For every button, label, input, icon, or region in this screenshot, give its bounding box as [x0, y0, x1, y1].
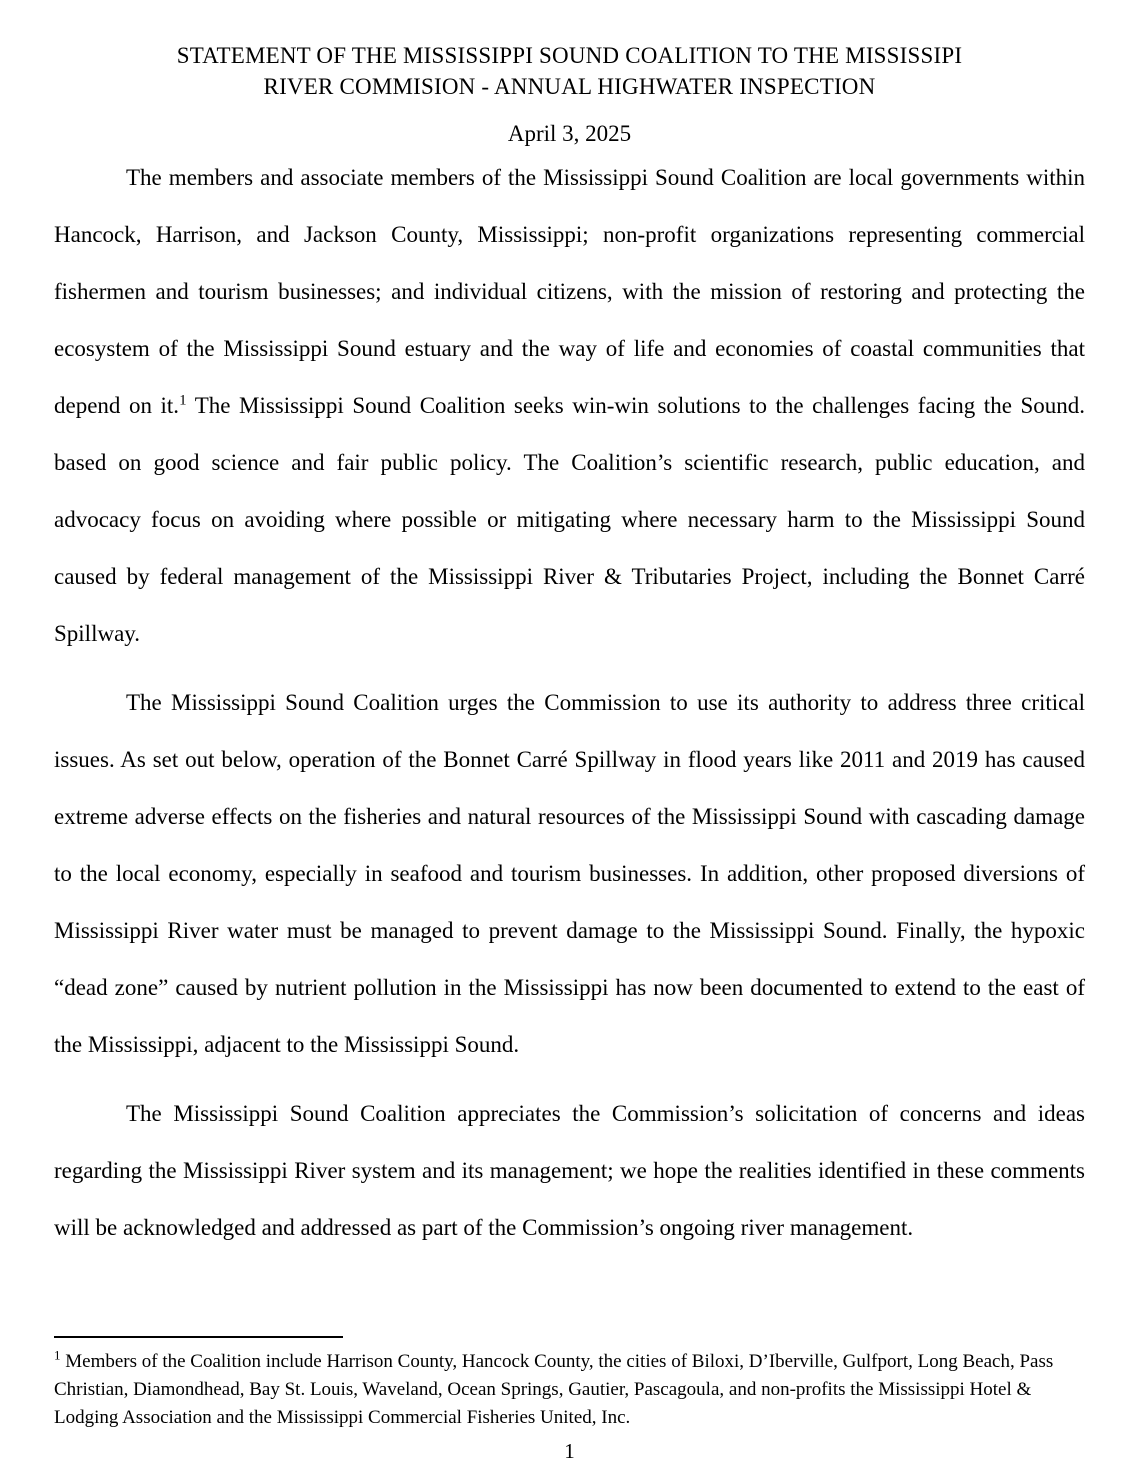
footnote-text — [54, 1348, 1085, 1432]
title-line-2: RIVER COMMISION - ANNUAL HIGHWATER INSPECTION — [263, 74, 876, 99]
footnote-reference-superscript: 1 — [179, 392, 187, 409]
title-line-1: STATEMENT OF THE MISSISSIPPI SOUND COALITION TO THE MISSISSIPI — [176, 43, 963, 68]
paragraph-2: The Mississippi Sound Coalition urges the Commission to use its authority to address three critical issues. As set out below, operation of the Bonnet Carré Spillway in flood years like 2011 and 2019 has caused extreme adverse effects on the fisheries and natural resources of the Mississippi Sound with cascading damage to the local economy, especially in seafood and tourism businesses. In addition, other proposed diversions of Mississippi River water must be managed to prevent damage to the Mississippi Sound. Finally, the hypoxic “dead zone” caused by nutrient pollution in the Mississippi has now been documented to extend to the east of the Mississippi, adjacent to the Mississippi Sound. — [54, 690, 1085, 1057]
paragraph-1-text: The members and associate members of the Mississippi Sound Coalition are local governments within Hancock, Harrison, and Jackson County, Mississippi; non-profit organizations representing commercial fishermen and tourism businesses; and individual citizens, with the mission of restoring and protecting the ecosystem of the Mississippi Sound estuary and the way of life and economies of coastal communities that depend on it. — [54, 165, 1085, 418]
paragraph-1-continued: The Mississippi Sound Coalition seeks win-win solutions to the challenges facing the Sound. based on good science and fair public policy. The Coalition’s scientific research, public education, and advocacy focus on avoiding where possible or mitigating where necessary harm to the Mississippi Sound caused by federal management of the Mississippi River & Tributaries Project, including the Bonnet Carré Spillway. — [54, 393, 1085, 646]
document-date: April 3, 2025 — [507, 121, 632, 146]
page-number: 1 — [564, 1439, 575, 1463]
footnote-body: Members of the Coalition include Harrison County, Hancock County, the cities of Biloxi, D’Iberville, Gulfport, Long Beach, Pass Christian, Diamondhead, Bay St. Louis, Waveland, Ocean Springs, Gautier, Pascagoula, and non-profits the Mississippi Hotel & Lodging Association and the Mississippi Commercial Fisheries United, Inc. — [54, 1351, 1054, 1428]
footnote-separator-rule — [54, 1336, 343, 1338]
footnote-marker-superscript: 1 — [54, 1347, 61, 1363]
document-title — [54, 40, 1085, 102]
paragraph-3: The Mississippi Sound Coalition appreciates the Commission’s solicitation of concerns and ideas regarding the Mississippi River system and its management; we hope the realities identified in these comments will be acknowledged and addressed as part of the Commission’s ongoing river management. — [54, 1101, 1085, 1240]
paragraph-1 — [54, 149, 1085, 662]
footnote-area — [54, 1336, 1085, 1464]
